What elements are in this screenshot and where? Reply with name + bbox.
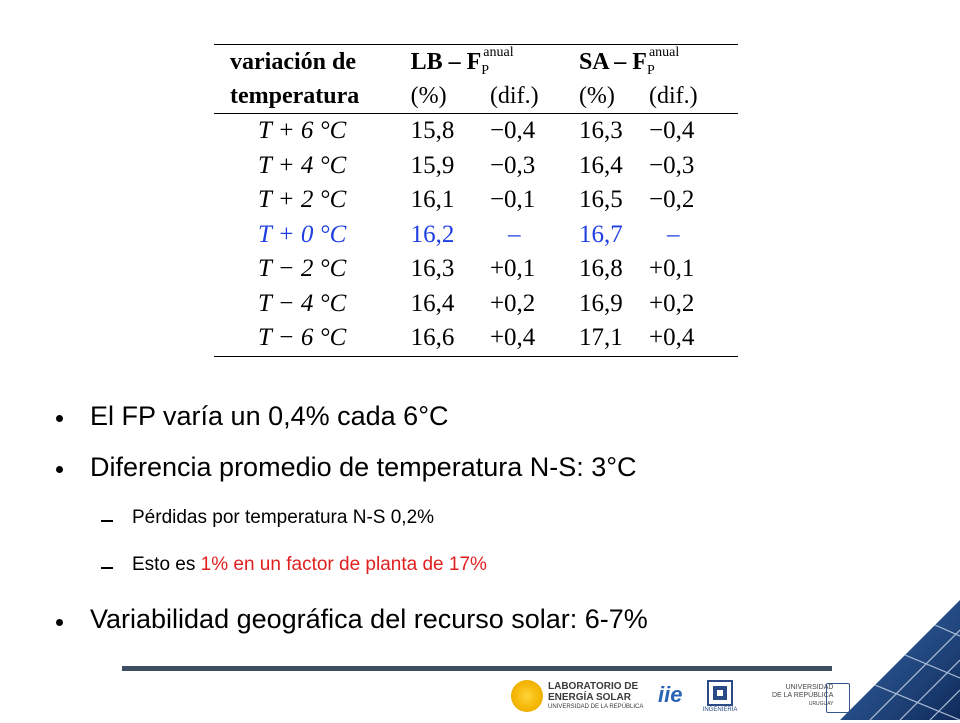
bullet-fp-variation: El FP varía un 0,4% cada 6°C <box>90 401 449 431</box>
iie-logo: iie <box>658 682 683 707</box>
sub-bullet-dash <box>101 520 113 522</box>
cell-sa-pct: 16,8 <box>578 255 623 283</box>
unit-lb-pct: (%) <box>410 83 447 109</box>
unit-lb-dif: (dif.) <box>489 83 539 109</box>
lb-header-sub: P <box>481 63 490 78</box>
cell-lb-pct: 16,2 <box>410 220 455 248</box>
cell-lb-dif: −0,3 <box>489 151 536 179</box>
unit-sa-pct: (%) <box>578 83 615 109</box>
unit-sa-dif: (dif.) <box>648 83 698 109</box>
footer-rule <box>122 666 832 671</box>
cell-lb-dif: −0,1 <box>489 186 536 214</box>
cell-lb-dif: −0,4 <box>489 117 536 145</box>
bullet-geographic-variability: Variabilidad geográfica del recurso solar: 6-7% <box>90 604 648 634</box>
cell-sa-dif: +0,1 <box>648 255 695 283</box>
cell-lb-dif: – <box>507 220 521 248</box>
sub-bullet-highlight: 1% en un factor de planta de 17% <box>200 554 487 575</box>
col-header-sa <box>579 45 738 80</box>
solar-panel-image <box>800 560 960 720</box>
cell-condition: T + 6 °C <box>258 117 347 145</box>
cell-condition: T − 6 °C <box>258 324 347 352</box>
sub-bullet-prefix: Esto es <box>132 554 201 575</box>
col-header-temperature: temperatura <box>230 83 360 109</box>
cell-lb-pct: 16,1 <box>410 186 455 214</box>
cell-lb-dif: +0,4 <box>489 324 536 352</box>
cell-lb-pct: 16,6 <box>410 324 455 352</box>
lb-header-label: LB – F <box>410 49 482 75</box>
bullet-dot <box>56 619 63 626</box>
les-logo-text <box>548 681 643 712</box>
cell-lb-dif: +0,1 <box>489 255 536 283</box>
sa-header-label: SA – F <box>578 49 647 75</box>
sa-header-sup: anual <box>648 45 680 60</box>
cell-sa-pct: 16,9 <box>578 289 623 317</box>
cell-sa-dif: +0,2 <box>648 289 695 317</box>
cell-condition: T + 0 °C <box>258 220 347 248</box>
sa-header-sub: P <box>646 63 655 78</box>
cell-condition: T + 4 °C <box>258 151 347 179</box>
table-row <box>214 183 738 218</box>
les-line-3: UNIVERSIDAD DE LA REPÚBLICA <box>548 704 644 710</box>
udelar-line-1: UNIVERSIDAD <box>785 684 834 691</box>
cell-sa-dif: −0,2 <box>648 186 695 214</box>
cell-sa-dif: −0,3 <box>648 151 695 179</box>
bullet-dot <box>56 415 63 422</box>
col-header-lb <box>411 45 579 80</box>
fing-logo-icon <box>700 679 740 719</box>
cell-sa-dif: −0,4 <box>648 117 695 145</box>
fing-logo-label: INGENIERÍA <box>702 707 738 713</box>
cell-condition: T − 4 °C <box>258 289 347 317</box>
cell-sa-pct: 16,4 <box>578 151 623 179</box>
les-line-2: ENERGÍA SOLAR <box>548 692 631 703</box>
cell-sa-pct: 16,3 <box>578 117 623 145</box>
cell-lb-pct: 16,4 <box>410 289 455 317</box>
temperature-variation-table <box>214 44 738 357</box>
lb-header-sup: anual <box>483 45 514 60</box>
table-header-row-1 <box>214 45 738 80</box>
col-header-variation: variación de <box>230 49 356 75</box>
sub-bullet-plant-factor <box>132 554 487 576</box>
cell-sa-pct: 16,5 <box>578 186 623 214</box>
cell-lb-pct: 15,8 <box>410 117 455 145</box>
table-row <box>214 149 738 184</box>
lb-header-scripts <box>481 45 525 78</box>
table-row-baseline <box>214 218 738 253</box>
bullet-temp-difference: Diferencia promedio de temperatura N-S: 3°C <box>90 452 637 482</box>
udelar-line-3: URUGUAY <box>808 701 834 707</box>
table-row <box>214 252 738 287</box>
cell-lb-pct: 16,3 <box>410 255 455 283</box>
sub-bullet-dash <box>101 567 113 569</box>
cell-sa-dif: – <box>666 220 680 248</box>
bullet-dot <box>56 466 63 473</box>
sub-bullet-losses: Pérdidas por temperatura N-S 0,2% <box>132 507 435 528</box>
table-row <box>214 114 738 149</box>
cell-sa-pct: 16,7 <box>578 220 623 248</box>
udelar-line-2: DE LA REPÚBLICA <box>772 692 834 699</box>
cell-condition: T − 2 °C <box>258 255 347 283</box>
table-header-row-2 <box>214 79 738 114</box>
table-row <box>214 287 738 322</box>
sun-logo-icon <box>511 680 543 712</box>
cell-lb-pct: 15,9 <box>410 151 455 179</box>
cell-sa-dif: +0,4 <box>648 324 695 352</box>
cell-condition: T + 2 °C <box>258 186 347 214</box>
cell-lb-dif: +0,2 <box>489 289 536 317</box>
les-line-1: LABORATORIO DE <box>548 681 639 692</box>
sa-header-scripts <box>646 45 691 78</box>
cell-sa-pct: 17,1 <box>578 324 623 352</box>
table-row <box>214 321 738 356</box>
